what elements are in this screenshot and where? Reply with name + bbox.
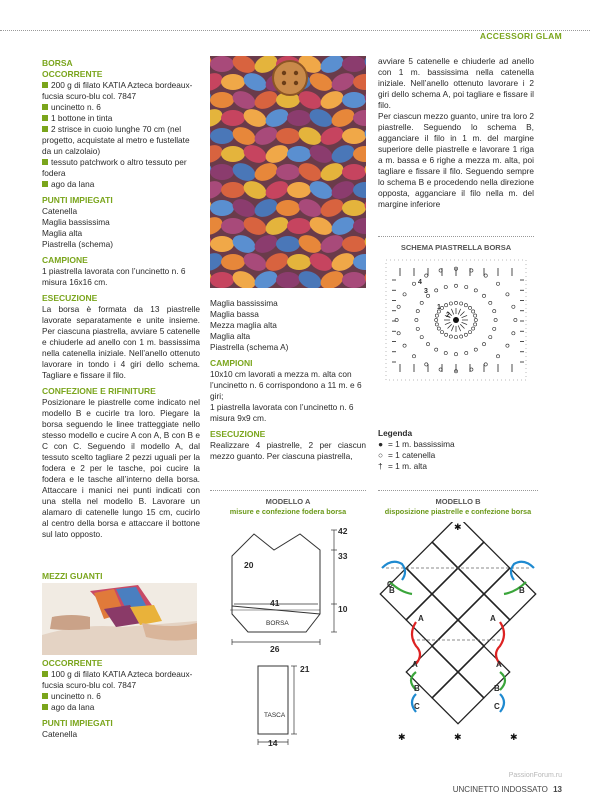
occorrente-item: 1 bottone in tinta (42, 113, 200, 124)
yarn-loop (263, 106, 292, 131)
yarn-loop (252, 88, 281, 113)
join-letter: B (389, 586, 395, 595)
legenda (378, 428, 534, 472)
join-letter: A (418, 614, 424, 623)
yarn-loop (329, 106, 358, 131)
modello-a-title: MODELLO A (265, 497, 311, 506)
yarn-loop (263, 142, 292, 167)
star-icon: ✱ (454, 522, 462, 532)
yarn-loop (210, 128, 234, 144)
occorrente-item: 2 strisce in cuoio lunghe 70 cm (nel progetto, acquistate al metro e fustellate da un calzolaio) (42, 124, 190, 156)
yarn-loop (221, 110, 245, 126)
double-crochet-icon (451, 309, 453, 315)
col3-text: avviare 5 catenelle e chiuderle ad anello con 1 m. bassissima nella catenella iniziale. Nell’anello ottenuto lavorare i 2 giri dello schema A, poi tagliare e fissare il filo. Per ciascun mezzo guanto, unire tra loro 2 piastrelle. Seguendo lo schema B, agganciare il filo in 1 m. del margine superiore delle piastrelle e lavorare 1 riga a m. bassa e 6 righe a mezza m. alta, poi tagliare e fissare il filo. Seguendo sempre lo schema B e procedendo nella direzione opposta, agganciare il filo nella m. del margine inferiore (378, 56, 534, 209)
chain-stitch-icon (454, 353, 457, 356)
modello-a-subtitle: misure e confezione fodera borsa (229, 507, 347, 516)
star-icon: ✱ (398, 732, 406, 742)
bullet-square-icon (42, 159, 48, 165)
chain-stitch-icon (468, 330, 471, 333)
yarn-loop (353, 182, 366, 198)
bullet-square-icon (42, 181, 48, 187)
dim-label: 26 (270, 644, 280, 654)
tile-grid (380, 522, 535, 724)
double-crochet-icon (462, 315, 468, 317)
guanti-title: MEZZI GUANTI (42, 571, 103, 581)
chain-stitch-icon (454, 336, 457, 339)
chain-stitch-icon (420, 301, 423, 304)
borsa-column (42, 58, 200, 540)
chain-stitch-icon (484, 274, 487, 277)
yarn-loop (296, 268, 325, 288)
guanti-middle-text (210, 298, 366, 462)
chain-stitch-icon (444, 351, 447, 354)
yarn-loop (353, 254, 366, 270)
chain-stitch-icon (482, 343, 485, 346)
chain-stitch-icon (493, 310, 496, 313)
button-icon (273, 61, 307, 95)
occorrente-item: ago da lana (42, 702, 200, 713)
star-icon: ✱ (510, 732, 518, 742)
chain-stitch-icon (512, 332, 515, 335)
schema-title: SCHEMA PIASTRELLA BORSA (400, 243, 512, 252)
chain-stitch-icon (506, 344, 509, 347)
section-tag: ACCESSORI GLAM (479, 31, 562, 41)
tasca-label: TASCA (264, 712, 286, 719)
modello-b-rule (378, 490, 538, 491)
borsa-punti-title: PUNTI IMPIEGATI (42, 195, 113, 205)
yarn-loop (329, 142, 358, 167)
yarn-loop (307, 214, 336, 239)
yarn-loop (263, 214, 292, 239)
yarn-loop (342, 164, 366, 180)
chain-stitch-icon (435, 314, 438, 317)
chain-stitch-icon (445, 333, 448, 336)
chain-stitch-icon (496, 355, 499, 358)
chain-stitch-icon (464, 304, 467, 307)
occorrente-item: tessuto patchwork o altro tessuto per fodera (42, 157, 187, 178)
legenda-item: † = 1 m. alta (378, 461, 427, 471)
chain-stitch-icon (496, 282, 499, 285)
dim-label: 14 (268, 738, 278, 748)
yarn-loop (230, 124, 259, 149)
yarn-loop (342, 92, 366, 108)
borsa-title: BORSA (42, 58, 73, 68)
dim-label: 42 (338, 526, 348, 536)
yarn-loop (221, 146, 245, 162)
chain-stitch-icon (416, 310, 419, 313)
dim-label: 21 (300, 664, 310, 674)
yarn-loop (318, 88, 347, 113)
borsa-confezione-text: Posizionare le piastrelle come indicato nel modello B e cucirle tra loro. Piegare la borsa seguendo le linee tratteggiate nello stesso modello e cucire A con A, B con B e C con C. Seguendo il modello A, dal tessuto scelto tagliare 2 pezzi uguali per la fodera e 2 per le tasche, poi cucire la fodera e le tasche all’interno della borsa. Attaccare i manici nei punti indicati con una stella nel modello B. Lavorare un alamaro di catenelle lungo 15 cm, cucirlo al centro della borsa e attaccare il bottone sul lato opposto. (42, 397, 200, 539)
yarn-loop (252, 268, 281, 288)
chain-stitch-icon (472, 310, 475, 313)
dim-label: 33 (338, 551, 348, 561)
chain-stitch-icon (435, 323, 438, 326)
yarn-loop (263, 250, 292, 275)
page-footer (453, 785, 562, 794)
chain-stitch-icon (472, 327, 475, 330)
guanti-campioni-text: 10x10 cm lavorati a mezza m. alta con l’uncinetto n. 6 corrispondono a 11 m. e 6 giri; 1 piastrella lavorata con l’uncinetto n. 6 misura 9x9 cm. (210, 369, 362, 423)
yarn-loop (221, 218, 245, 234)
modello-b-subtitle: disposizione piastrelle e confezione borsa (384, 507, 532, 516)
punto-item: Maglia alta (42, 228, 83, 238)
yarn-loop (230, 196, 259, 221)
yarn-loop (276, 200, 300, 216)
gloves-photo (42, 583, 197, 655)
watermark: PassionForum.ru (508, 772, 562, 779)
chain-stitch-icon (435, 289, 438, 292)
yarn-loop (342, 128, 366, 144)
legenda-item: ● = 1 m. bassissima (378, 439, 455, 449)
chain-stitch-icon (474, 348, 477, 351)
yarn-loop (296, 232, 325, 257)
chain-stitch-icon (514, 318, 517, 321)
occorrente-item: uncinetto n. 6 (42, 102, 200, 113)
yarn-loop (353, 218, 366, 234)
round-number: 4 (418, 279, 422, 286)
chain-stitch-icon (460, 302, 463, 305)
round-number: 1 (437, 304, 441, 311)
yarn-loop (221, 182, 245, 198)
yarn-loop (276, 164, 300, 180)
yarn-loop (252, 196, 281, 221)
yarn-loop (230, 160, 259, 185)
yarn-loop (296, 124, 325, 149)
yarn-loop (241, 178, 270, 203)
chain-stitch-icon (489, 336, 492, 339)
punto-item: Piastrella (schema A) (210, 342, 289, 352)
chain-stitch-icon (494, 318, 497, 321)
punto-item: Maglia bassissima (210, 298, 278, 308)
chain-stitch-icon (444, 285, 447, 288)
yarn-loop (276, 128, 300, 144)
yarn-loop (241, 142, 270, 167)
star-icon: ✱ (454, 732, 462, 742)
chain-stitch-icon (420, 336, 423, 339)
chain-stitch-icon (445, 304, 448, 307)
chain-stitch-icon (464, 333, 467, 336)
bullet-square-icon (42, 693, 48, 699)
dim-label: 10 (338, 604, 348, 614)
yarn-loop (210, 92, 234, 108)
chain-stitch-icon (412, 355, 415, 358)
double-crochet-icon (460, 324, 464, 328)
double-crochet-icon (448, 324, 452, 328)
chain-stitch-icon (512, 305, 515, 308)
col3-text-block (378, 56, 534, 210)
chain-stitch-icon (460, 335, 463, 338)
chain-stitch-icon (474, 314, 477, 317)
yarn-loop (221, 254, 245, 270)
yarn-loop (342, 200, 366, 216)
dim-label: 41 (270, 598, 280, 608)
chain-stitch-icon (449, 302, 452, 305)
legenda-item: ○ = 1 catenella (378, 450, 436, 460)
yarn-loop (252, 232, 281, 257)
punto-item: Catenella (42, 206, 78, 216)
yarn-loop (342, 272, 366, 288)
chain-stitch-icon (465, 351, 468, 354)
chain-stitch-icon (506, 293, 509, 296)
chain-stitch-icon (435, 348, 438, 351)
yarn-loop (329, 178, 358, 203)
join-letter: B (494, 684, 500, 693)
yarn-loop (210, 272, 234, 288)
page-number: 13 (553, 785, 562, 794)
yarn-loop (307, 178, 336, 203)
yarn-loop (342, 56, 366, 72)
yarn-loop (241, 106, 270, 131)
punto-item: Mezza maglia alta (210, 320, 277, 330)
schema-diagram (378, 258, 534, 418)
yarn-loop (353, 146, 366, 162)
footer-text: UNCINETTO INDOSSATO (452, 785, 548, 794)
yarn-loop (287, 110, 311, 126)
yarn-loop (241, 214, 270, 239)
chain-stitch-icon (416, 327, 419, 330)
modello-b-diagram (372, 522, 544, 752)
borsa-esecuzione-title: ESECUZIONE (42, 293, 98, 303)
yarn-loop (353, 74, 366, 90)
guanti-campioni-title: CAMPIONI (210, 358, 253, 368)
double-crochet-icon (451, 326, 453, 332)
yarn-loop (296, 160, 325, 185)
yarn-loop (287, 254, 311, 270)
join-letter: C (414, 702, 420, 711)
join-letter: A (490, 614, 496, 623)
bullet-square-icon (42, 126, 48, 132)
chain-stitch-icon (484, 363, 487, 366)
yarn-loop (318, 124, 347, 149)
borsa-esecuzione-text: La borsa è formata da 13 piastrelle lavorate separatamente e unite insieme. Per ciascuna piastrella, avviare 5 catenelle e chiuderle ad anello con 1 m. bassissima nella catenella iniziale. Nell’anello ottenuto lavorare in tondo i 4 giri dello schema. Tagliare e fissare il filo. (42, 304, 200, 380)
punto-item: Catenella (42, 729, 78, 739)
modello-b-title: MODELLO B (435, 497, 481, 506)
modello-a-rule (210, 490, 366, 491)
punto-item: Piastrella (schema) (42, 239, 114, 249)
yarn-loop (342, 236, 366, 252)
chain-stitch-icon (415, 318, 418, 321)
chain-stitch-icon (425, 274, 428, 277)
chain-stitch-icon (468, 306, 471, 309)
yarn-loop (241, 70, 270, 95)
slip-stitch-icon (453, 317, 459, 323)
punto-item: Maglia bassissima (42, 217, 110, 227)
dim-label: 20 (244, 560, 254, 570)
double-crochet-icon (462, 322, 468, 324)
yarn-loop (252, 160, 281, 185)
bullet-square-icon (42, 671, 48, 677)
chain-stitch-icon (397, 332, 400, 335)
join-letter: B (414, 684, 420, 693)
yarn-loop (307, 70, 336, 95)
yarn-loop (210, 236, 234, 252)
yarn-loop (210, 200, 234, 216)
modello-a-diagram (210, 520, 366, 755)
yarn-loop (230, 232, 259, 257)
chain-stitch-icon (489, 301, 492, 304)
yarn-loop (318, 56, 347, 76)
yarn-loop (318, 196, 347, 221)
occorrente-item: 200 g di filato KATIA Azteca bordeaux-fucsia scuro-blu col. 7847 (42, 80, 193, 101)
chain-stitch-icon (474, 318, 477, 321)
yarn-loop (307, 106, 336, 131)
chain-stitch-icon (474, 323, 477, 326)
yarn-loop (230, 56, 259, 76)
yarn-loop (307, 250, 336, 275)
yarn-loop (329, 214, 358, 239)
chain-stitch-icon (397, 305, 400, 308)
chain-stitch-icon (449, 335, 452, 338)
guanti-occorrente-title: OCCORRENTE (42, 658, 103, 668)
borsa-label: BORSA (266, 620, 289, 627)
join-letter: C (387, 580, 393, 589)
join-letter: B (519, 586, 525, 595)
yarn-loop (263, 178, 292, 203)
guanti-column (42, 571, 200, 582)
borsa-campione-text: 1 piastrella lavorata con l’uncinetto n. 6 misura 16x16 cm. (42, 266, 186, 287)
guanti-esecuzione-title: ESECUZIONE (210, 429, 266, 439)
borsa-confezione-title: CONFEZIONE E RIFINITURE (42, 386, 156, 396)
chain-stitch-icon (426, 343, 429, 346)
chain-stitch-icon (493, 327, 496, 330)
yarn-loop (318, 232, 347, 257)
chain-stitch-icon (435, 318, 438, 321)
chain-stitch-icon (454, 301, 457, 304)
round-number: 3 (424, 288, 428, 295)
yarn-loop (318, 268, 347, 288)
yarn-loop (287, 218, 311, 234)
borsa-campione-title: CAMPIONE (42, 255, 88, 265)
seam-line (500, 694, 504, 712)
guanti-left-text (42, 658, 200, 740)
yarn-loop (296, 196, 325, 221)
double-crochet-icon (458, 309, 460, 315)
yarn-loop (276, 236, 300, 252)
guanti-esecuzione-text: Realizzare 4 piastrelle, 2 per ciascun mezzo guanto. Per ciascuna piastrella, (210, 440, 366, 461)
bullet-square-icon (42, 704, 48, 710)
double-crochet-icon (460, 312, 464, 316)
occorrente-item: 100 g di filato KATIA Azteca bordeaux-fucsia scuro-blu col. 7847 (42, 669, 193, 690)
occorrente-item: ago da lana (42, 179, 200, 190)
borsa-occorrente-title: OCCORRENTE (42, 69, 103, 79)
bullet-square-icon (42, 104, 48, 110)
yarn-loop (241, 250, 270, 275)
bullet-square-icon (42, 82, 48, 88)
chain-stitch-icon (425, 363, 428, 366)
punto-item: Maglia alta (210, 331, 251, 341)
yarn-loop (230, 88, 259, 113)
yarn-loop (353, 110, 366, 126)
occorrente-item: uncinetto n. 6 (42, 691, 200, 702)
double-crochet-icon (458, 326, 460, 332)
yarn-loop (230, 268, 259, 288)
punto-item: Maglia bassa (210, 309, 259, 319)
yarn-loop (210, 56, 234, 72)
chain-stitch-icon (465, 285, 468, 288)
join-letter: C (494, 702, 500, 711)
bag-detail-photo (210, 56, 366, 288)
chain-stitch-icon (403, 344, 406, 347)
chain-stitch-icon (454, 284, 457, 287)
yarn-loop (318, 160, 347, 185)
chain-stitch-icon (437, 327, 440, 330)
schema-rule (378, 236, 534, 237)
yarn-loop (287, 182, 311, 198)
join-letter: A (412, 660, 418, 669)
double-crochet-icon (445, 322, 451, 324)
yarn-loop (221, 74, 245, 90)
bullet-square-icon (42, 115, 48, 121)
join-letter: A (496, 660, 502, 669)
guanti-punti-title: PUNTI IMPIEGATI (42, 718, 113, 728)
chain-stitch-icon (474, 289, 477, 292)
yarn-loop (329, 250, 358, 275)
yarn-loop (252, 124, 281, 149)
yarn-loop (210, 164, 234, 180)
yarn-loop (329, 70, 358, 95)
chain-stitch-icon (412, 282, 415, 285)
chain-stitch-icon (482, 294, 485, 297)
chain-stitch-icon (440, 330, 443, 333)
yarn-loop (287, 146, 311, 162)
chain-stitch-icon (403, 293, 406, 296)
yarn-loop (276, 272, 300, 288)
yarn-loop (307, 142, 336, 167)
round-number: 2 (446, 312, 450, 319)
legenda-title: Legenda (378, 428, 413, 438)
